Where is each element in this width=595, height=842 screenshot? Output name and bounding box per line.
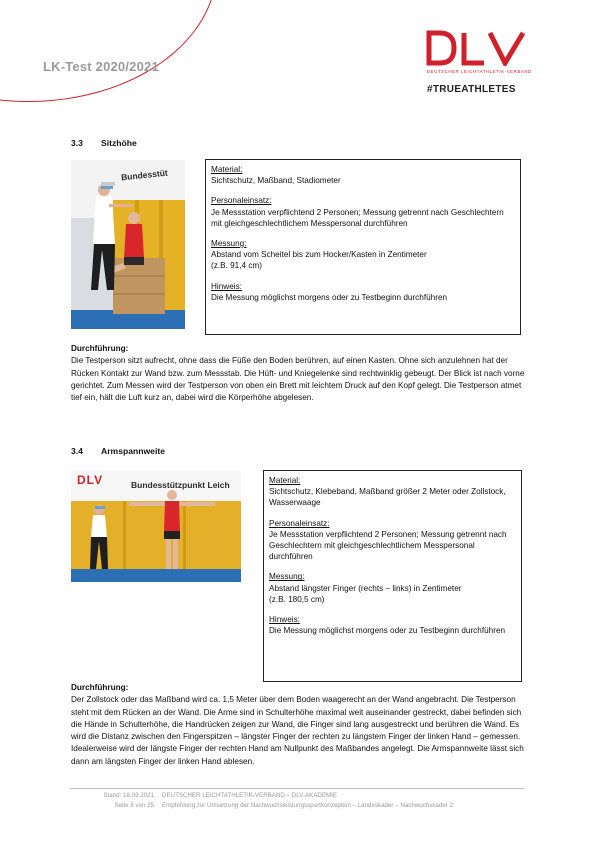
procedure-sitzhoehe	[71, 343, 526, 404]
section-title: Armspannweite	[101, 446, 165, 456]
personal-label: Personaleinsatz:	[211, 196, 272, 206]
footer-org: DEUTSCHER LEICHTATHLETIK-VERBAND – DLV-AKADEMIE	[162, 792, 337, 799]
footer-stand: Stand: 18.03.2021	[103, 792, 154, 799]
dlv-logo	[426, 30, 526, 66]
hinweis-text: Die Messung möglichst morgens oder zu Testbeginn durchführen	[269, 626, 506, 636]
messung-text: Abstand längster Finger (rechts – links) in Zentimeter	[269, 583, 462, 593]
footer-page: Seite 8 von 25	[114, 802, 154, 809]
procedure-text: Die Testperson sitzt aufrecht, ohne dass die Füße den Boden berühren, auf einen Kasten. Ohne sich anzulehnen hat der Rücken Kontakt zur Wand bzw. zum Messstab. Die Hüft- und Kniegelenke sind rechtwinklig gebeugt. Der Blick ist nach vorne gerichtet. Zum Messen wird der Testperson von oben ein Brett mit leichtem Druck auf den Kopf gelegt. Die Testperson atmet tief ein, hält die Luft kurz an, dabei wird die Körperhöhe abgelesen.	[71, 356, 525, 403]
footer-subtitle: Empfehlung zur Umsetzung der Nachwuchsleistungssportkonzeption – Landeskader – Nachwuchskader 2	[162, 802, 453, 809]
personal-label: Personaleinsatz:	[269, 518, 330, 528]
section-title: Sitzhöhe	[101, 138, 137, 148]
material-label: Material:	[211, 165, 243, 174]
messung-label: Messung:	[269, 572, 305, 582]
document-title: LK-Test 2020/2021	[43, 59, 159, 74]
hinweis-text: Die Messung möglichst morgens oder zu Testbeginn durchführen	[211, 292, 448, 302]
messung-label: Messung:	[211, 239, 247, 249]
personal-text: Je Messstation verpflichtend 2 Personen; Messung getrennt nach Geschlechtern mit gleichgeschlechtlichem Messpersonal durchführen	[269, 529, 507, 562]
info-box-sitzhoehe	[205, 159, 521, 335]
section-heading-sitzhoehe	[71, 138, 137, 148]
footer-divider	[70, 788, 524, 789]
decorative-arc	[0, 0, 217, 102]
footer-right	[162, 791, 522, 811]
personal-text: Je Messstation verpflichtend 2 Personen; Messung getrennt nach Geschlechtern mit gleichgeschlechtlichem Messpersonal durchführen	[211, 207, 504, 228]
messung-text: Abstand vom Scheitel bis zum Hocker/Kasten in Zentimeter	[211, 250, 427, 260]
section-number: 3.3	[71, 138, 83, 148]
material-label: Material:	[269, 476, 301, 485]
photo-banner-text: Bundesstüt	[120, 167, 169, 183]
material-text: Sichtschutz, Klebeband, Maßband größer 2 Meter oder Zollstock, Wasserwaage	[269, 487, 506, 508]
procedure-text: Der Zollstock oder das Maßband wird ca. 1,5 Meter über dem Boden waagerecht an der Wand angebracht. Die Testperson steht mit dem Rücken an der Wand. Die Arme sind in Schulterhöhe maximal weit auseinander gestreckt, dabei befinden sich die Hände in Schulterhöhe, die Handrücken zeigen zur Wand, die Finger sind lang ausgestreckt und berühren die Wand. Es wird die Distanz zwischen den Fingerspitzen – längster Finger der rechten zu längstem Finger der linken Hand – gemessen. Idealerweise wird der längste Finger der rechten Hand am Nullpunkt des Maßbandes angelegt. Die Armspannweite lässt sich dann am längsten Finger der linken Hand ablesen.	[71, 695, 524, 766]
section-heading-armspannweite	[71, 446, 165, 456]
procedure-heading: Durchführung:	[71, 683, 129, 692]
messung-example: (z.B. 180,5 cm)	[269, 594, 325, 604]
hinweis-label: Hinweis:	[269, 615, 300, 625]
photo-logo-text: DLV	[77, 473, 104, 487]
brand-tagline: #TRUEATHLETES	[427, 84, 516, 95]
armspannweite-photo	[71, 471, 241, 582]
sitzhoehe-photo	[71, 160, 185, 329]
footer-left	[72, 791, 154, 811]
photo-banner-text: Bundesstützpunkt Leich	[131, 480, 230, 490]
section-number: 3.4	[71, 446, 83, 456]
info-box-armspannweite	[263, 470, 522, 682]
hinweis-label: Hinweis:	[211, 281, 242, 291]
procedure-heading: Durchführung:	[71, 344, 129, 353]
procedure-armspannweite	[71, 682, 526, 768]
logo-subtitle: DEUTSCHER LEICHTATHLETIK-VERBAND	[427, 69, 532, 74]
material-text: Sichtschutz, Maßband, Stadiometer	[211, 176, 341, 186]
messung-example: (z.B. 91,4 cm)	[211, 261, 262, 271]
